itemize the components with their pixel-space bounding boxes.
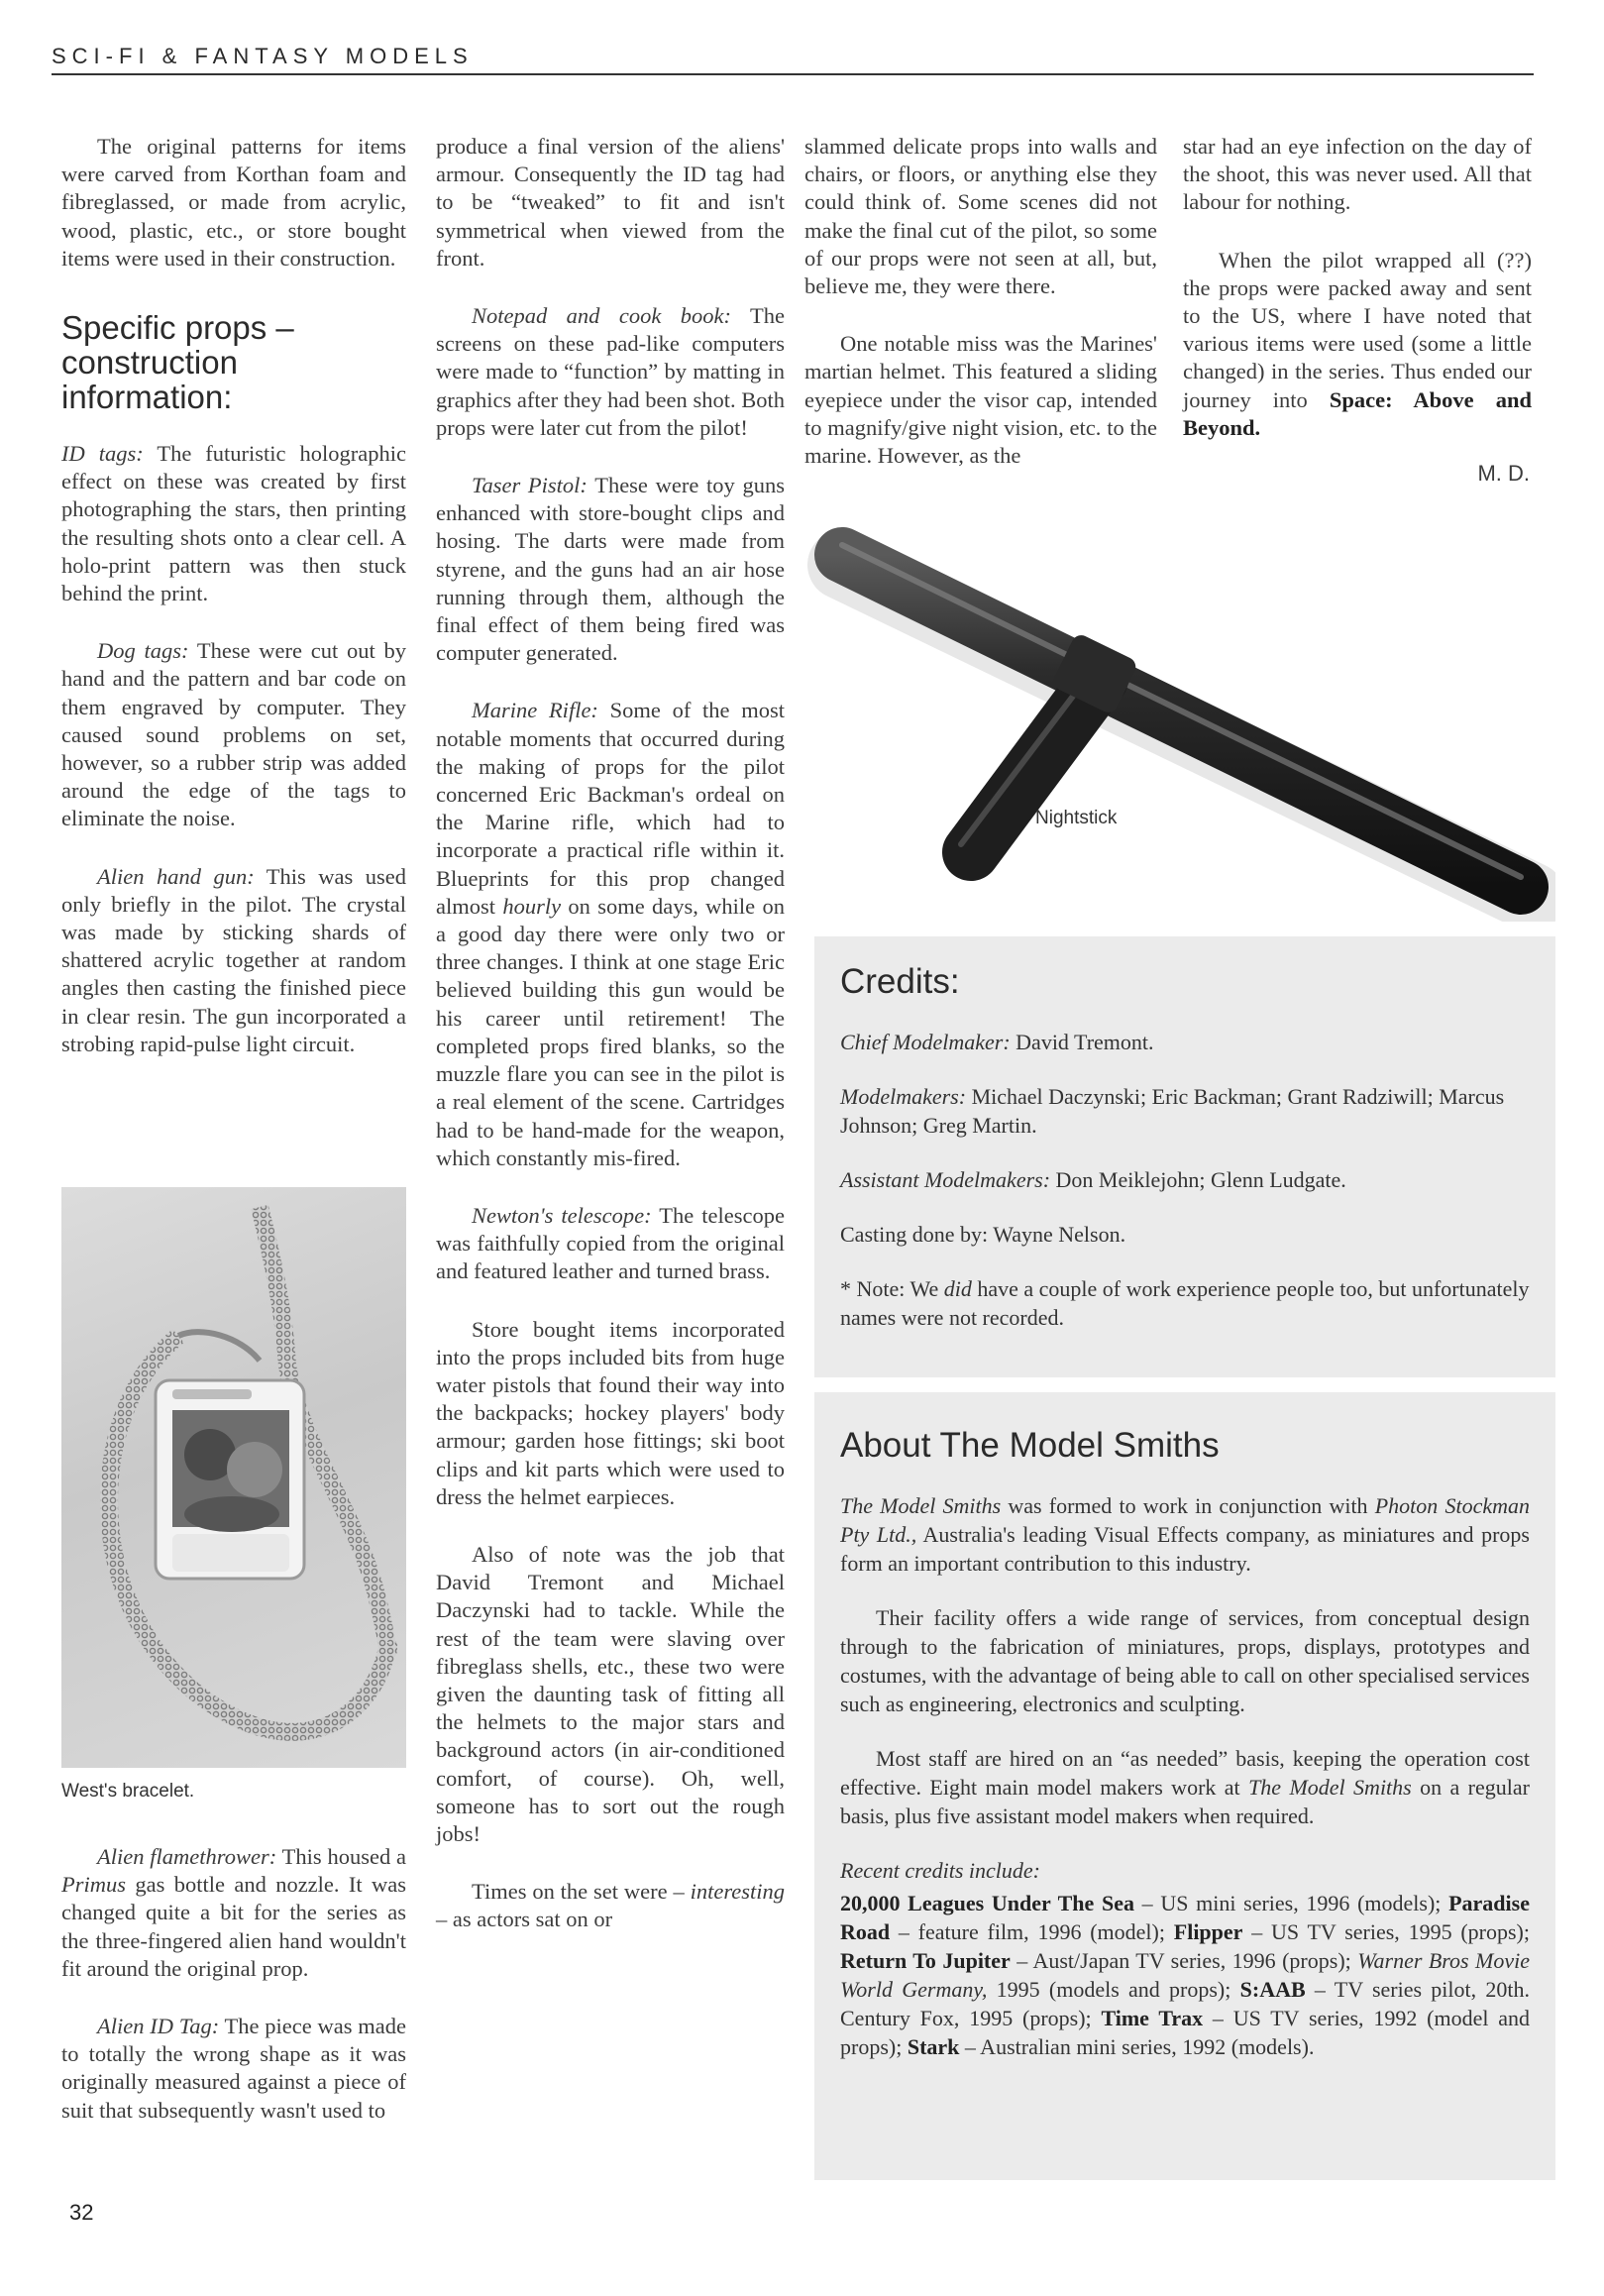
casting-credit: Casting done by: Wayne Nelson.: [840, 1222, 1126, 1247]
hourly-word: hourly: [502, 893, 562, 919]
wrap-paragraph: [1183, 247, 1532, 442]
taser-paragraph: [436, 472, 785, 667]
id-tags-text: The futuristic holographic effect on these was created by first photographing the stars, then printing the resulting shots onto a clear cell. A holo-print pattern was then stuck behind the print.: [61, 441, 406, 606]
credits-note: [840, 1274, 1530, 1332]
credit-text-2: – feature film, 1996 (model);: [890, 1919, 1174, 1944]
column-2: [436, 133, 785, 1964]
taser-text: These were toy guns enhanced with store-bought clips and hosing. The darts were made from styrene, and the guns had an air hose running through them, although the final effect of them being fired was computer generated.: [436, 473, 785, 666]
chief-name: David Tremont.: [1010, 1030, 1154, 1054]
telescope-text: The telescope was faithfully copied from the original and featured leather and turned brass.: [436, 1202, 785, 1284]
credit-title-6: S:AAB: [1239, 1977, 1306, 2002]
header-rule: [52, 73, 1534, 75]
assistant-names: Don Meiklejohn; Glenn Ludgate.: [1050, 1167, 1346, 1192]
about-paragraph-3: [840, 1744, 1530, 1830]
dog-tags-text: These were cut out by hand and the pattern and bar code on them engraved by computer. They caused sound problems on set, however, so a rubber strip was added around the edge of the tags to eliminate the noise.: [61, 638, 406, 831]
bracelet-caption: West's bracelet.: [61, 1781, 195, 1802]
credit-title-2: Paradise Road: [840, 1891, 1530, 1944]
assistant-modelmakers: [840, 1165, 1530, 1194]
times-text-a: Times on the set were –: [472, 1879, 691, 1905]
times-paragraph: [436, 1878, 785, 1933]
recent-credits-label: Recent credits include:: [840, 1858, 1040, 1883]
telescope-label: Newton's telescope:: [472, 1202, 652, 1228]
credit-title-4: Return To Jupiter: [840, 1948, 1011, 1973]
also-of-note-paragraph: Also of note was the job that David Tremont and Michael Daczynski had to tackle. While the rest of the team were slaving over fibreglass shells, etc., these two were given the daunting task of fitting all the helmets to the major stars and background actors (in air-conditioned comfort, of course). Oh, well, someone has to sort out the rough jobs!: [436, 1541, 785, 1846]
section-heading: Specific props – construction information:: [61, 309, 294, 416]
author-signature: M. D.: [1477, 461, 1530, 487]
modelmakers-names: Michael Daczynski; Eric Backman; Grant Radziwill; Marcus Johnson; Greg Martin.: [840, 1084, 1505, 1138]
alien-gun-label: Alien hand gun:: [97, 863, 255, 889]
telescope-paragraph: [436, 1202, 785, 1286]
flamethrower-text-b: gas bottle and nozzle. It was changed quite a bit for the series as the three-fingered alien hand wouldn't fit around the original prop.: [61, 1872, 406, 1981]
marine-rifle-paragraph: [436, 697, 785, 1171]
credit-text-1: – US mini series, 1996 (models);: [1133, 1891, 1449, 1915]
credit-text-8: – Australian mini series, 1992 (models).: [959, 2034, 1315, 2059]
note-text-b: have a couple of work experience people too, but unfortunately names were not recorded.: [840, 1276, 1530, 1330]
notepad-label: Notepad and cook book:: [472, 303, 731, 329]
credit-title-8: Stark: [907, 2034, 960, 2059]
credit-title-7: Time Trax: [1101, 2006, 1204, 2030]
alien-gun-paragraph: [61, 863, 406, 1058]
chief-label: Chief Modelmaker:: [840, 1030, 1011, 1054]
interesting-word: interesting: [690, 1879, 785, 1905]
credit-text-3: – US TV series, 1995 (props);: [1242, 1919, 1530, 1944]
about-p1-text-a: was formed to work in conjunction with: [1001, 1493, 1375, 1518]
nightstick-photo: [802, 525, 1555, 922]
id-tags-label: ID tags:: [61, 441, 144, 467]
about-p3-text-a: Most staff are hired on an “as needed” basis, keeping the operation cost effective. Eight main model makers work at: [840, 1746, 1530, 1800]
credit-text-7: – US TV series, 1992 (model and props);: [840, 2006, 1531, 2059]
marine-rifle-text-a: Some of the most notable moments that occurred during the making of props for the pilot concerned Eric Backman's ordeal on the Marine rifle, which had to incorporate a practical rifle within it. Blueprints for this prop changed almost: [436, 698, 785, 919]
flamethrower-paragraph: [61, 1843, 406, 1983]
nightstick-illustration: [802, 525, 1555, 922]
id-tags-paragraph: [61, 440, 406, 607]
company-name: The Model Smiths: [840, 1493, 1002, 1518]
chief-modelmaker: [840, 1028, 1530, 1056]
about-text: [840, 1491, 1530, 2061]
credit-title-1: 20,000 Leagues Under The Sea: [840, 1891, 1134, 1915]
flamethrower-label: Alien flamethrower:: [97, 1844, 277, 1869]
marine-rifle-text-b: on some days, while on a good day there were only two or three changes. I think at one stage Eric believed building this gun would be his career until retirement! The completed props fired blanks, so the muzzle flare you can see in the pilot is a real element of the scene. Cartridges had to be hand-made for the weapon, which constantly mis-fired.: [436, 893, 785, 1170]
helmet-paragraph: One notable miss was the Marines' martian helmet. This featured a sliding eyepiece under the visor cap, intended to magnify/give night vision, etc. to the marine. However, as the: [804, 331, 1157, 469]
alien-gun-text: This was used only briefly in the pilot. The crystal was made by sticking shards of shattered acrylic together at random angles then casting the finished piece in clear resin. The gun incorporated a strobing rapid-pulse light circuit.: [61, 863, 406, 1056]
photon-stockman: Photon Stockman Pty Ltd.,: [840, 1493, 1530, 1547]
about-title: About The Model Smiths: [840, 1426, 1220, 1465]
marine-rifle-label: Marine Rifle:: [472, 698, 598, 723]
credit-text-4: – Aust/Japan TV series, 1996 (props);: [1010, 1948, 1358, 1973]
store-bought-paragraph: Store bought items incorporated into the props included bits from huge water pistols that found their way into the backpacks; hockey players' body armour; garden hose fittings; ski boot clips and kit parts which were used to dress the helmet earpieces.: [436, 1316, 785, 1509]
credit-text-5: 1995 (models and props);: [987, 1977, 1240, 2002]
about-p3-text-b: on a regular basis, plus five assistant model makers when required.: [840, 1775, 1530, 1828]
column-1-lower: [61, 1843, 406, 2154]
credits-box: [814, 936, 1555, 1377]
about-paragraph-2: Their facility offers a wide range of services, from conceptual design through to the fabrication of miniatures, props, displays, prototypes and costumes, with the advantage of being able to call on other specialised services such as engineering, electronics and sculpting.: [840, 1605, 1530, 1716]
wrap-text: When the pilot wrapped all (??) the props were packed away and sent to the US, where I have noted that various items were used (some a little changed) in the series. Thus ended our journey into: [1183, 247, 1532, 412]
series-title: Space: Above and Beyond.: [1183, 386, 1533, 440]
page-number: 32: [69, 2200, 94, 2225]
intro-paragraph: The original patterns for items were carved from Korthan foam and fibreglassed, or made from acrylic, wood, plastic, etc., or store bought items were used in their construction.: [61, 134, 406, 271]
flamethrower-text-a: This housed a: [276, 1844, 407, 1869]
about-p1-text-b: Australia's leading Visual Effects company, as miniatures and props form an important contribution to this industry.: [840, 1522, 1530, 1576]
company-name-2: The Model Smiths: [1248, 1775, 1412, 1800]
note-did: did: [943, 1276, 972, 1301]
about-paragraph-1: [840, 1491, 1530, 1578]
bracelet-illustration: [61, 1187, 406, 1768]
credit-title-3: Flipper: [1173, 1919, 1243, 1944]
alien-id-tag-text: The piece was made to totally the wrong shape as it was originally measured against a piece of suit that subsequently wasn't used to: [61, 2014, 406, 2123]
recent-credits-list: [840, 1889, 1530, 2061]
primus-name: Primus: [61, 1872, 127, 1898]
alien-id-tag-label: Alien ID Tag:: [97, 2014, 220, 2039]
slammed-paragraph: slammed delicate props into walls and chairs, or floors, or anything else they could think of. Some scenes did not make the final cut of the pilot, so some of our props were not seen at all, but, believe me, they were there.: [804, 134, 1157, 299]
times-text-b: – as actors sat on or: [436, 1907, 613, 1932]
taser-label: Taser Pistol:: [472, 473, 588, 498]
about-box: [814, 1392, 1555, 2180]
alien-id-tag-paragraph: [61, 2013, 406, 2125]
credits-title: Credits:: [840, 962, 960, 1001]
column-3: [804, 133, 1157, 499]
running-header: SCI-FI & FANTASY MODELS: [52, 44, 474, 68]
credit-text-6: – TV series pilot, 20th. Century Fox, 1995 (props);: [840, 1977, 1530, 2030]
nightstick-caption: Nightstick: [1035, 808, 1118, 828]
dog-tags-paragraph: [61, 637, 406, 832]
dog-tags-label: Dog tags:: [97, 638, 189, 664]
bracelet-photo: [61, 1187, 406, 1768]
credits-text: [840, 1028, 1530, 1332]
column-4: [1183, 133, 1532, 488]
eye-infection-paragraph: star had an eye infection on the day of the shoot, this was never used. All that labour for nothing.: [1183, 134, 1532, 215]
armour-paragraph: produce a final version of the aliens' armour. Consequently the ID tag had to be “tweaked” to fit and isn't symmetrical when viewed from the front.: [436, 134, 785, 271]
notepad-text: The screens on these pad-like computers were made to “function” by matting in graphics after they had been shot. Both props were later cut from the pilot!: [436, 303, 786, 440]
notepad-paragraph: [436, 302, 785, 442]
note-text-a: * Note: We: [840, 1276, 944, 1301]
credit-title-5: Warner Bros Movie World Germany,: [840, 1948, 1530, 2002]
column-1: [61, 133, 406, 1088]
modelmakers-label: Modelmakers:: [840, 1084, 967, 1109]
assistant-label: Assistant Modelmakers:: [840, 1167, 1051, 1192]
modelmakers: [840, 1082, 1530, 1140]
